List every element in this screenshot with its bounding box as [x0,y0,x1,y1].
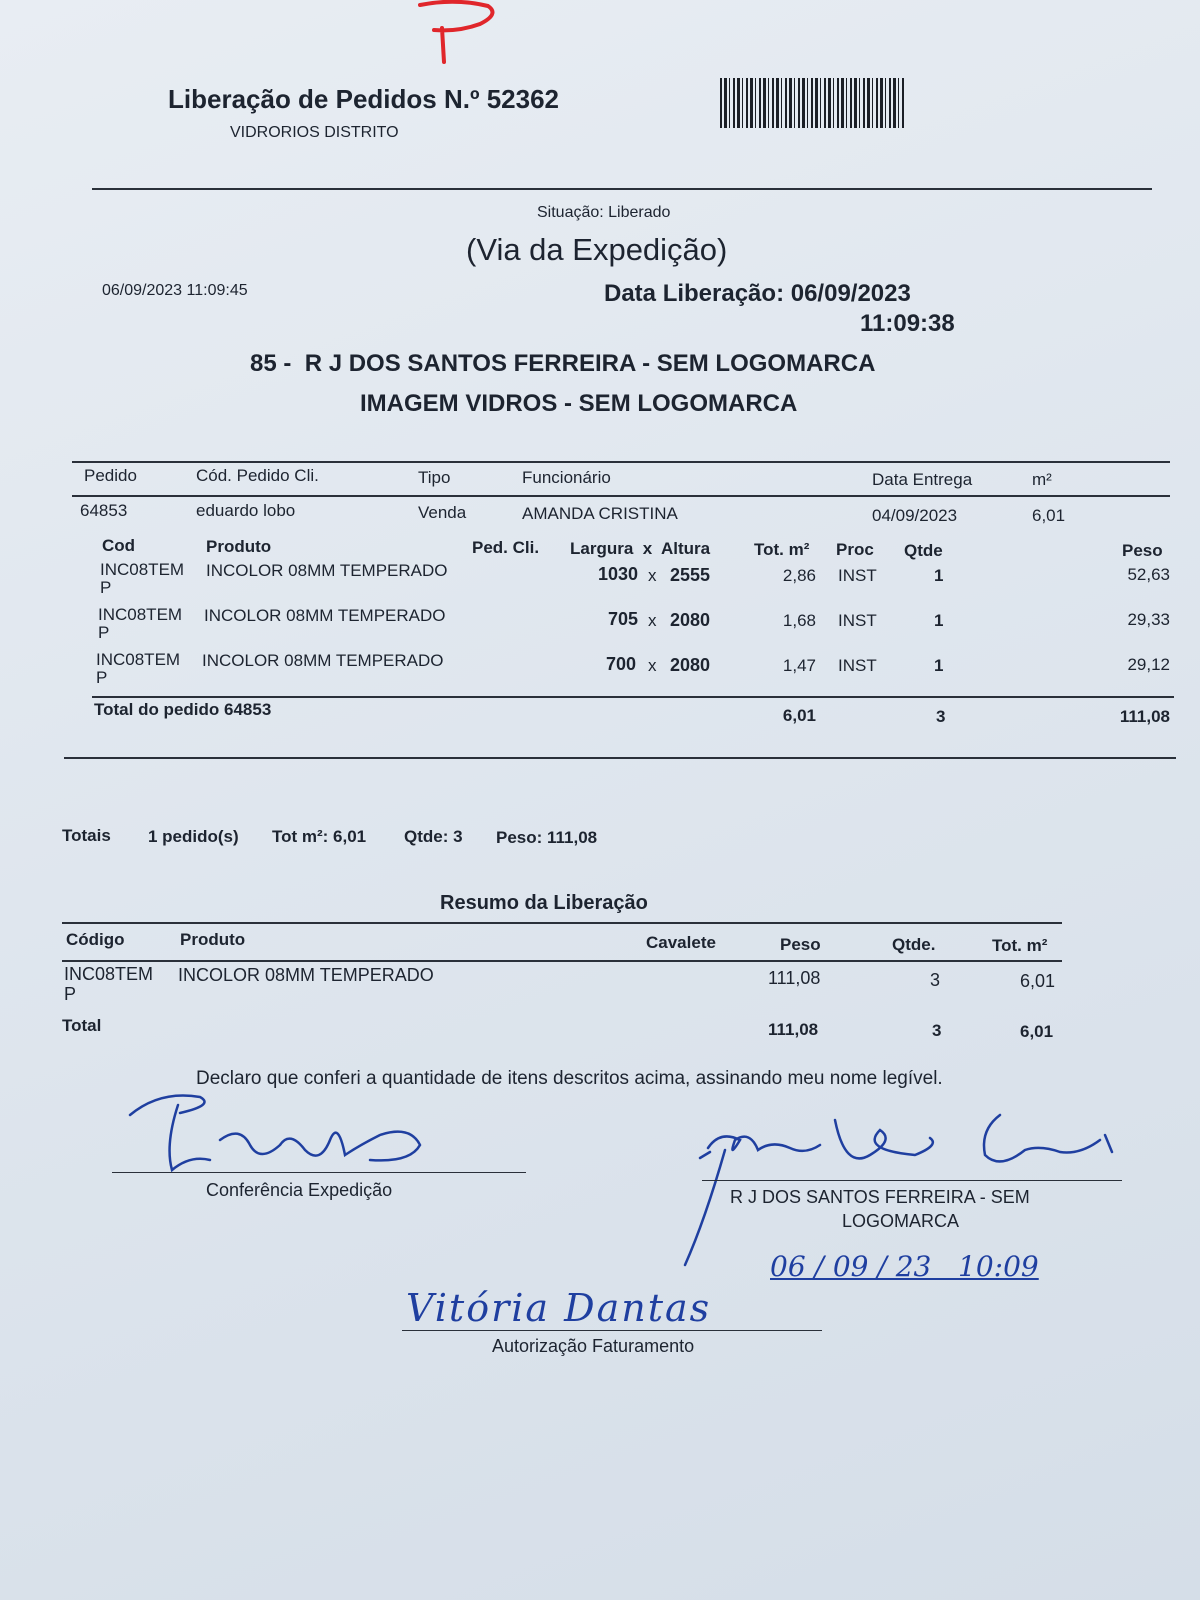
summary-title: Resumo da Liberação [440,892,648,914]
via-label: (Via da Expedição) [466,232,728,267]
item-peso: 29,12 [1127,655,1170,674]
order-m2: 6,01 [1032,506,1066,525]
delivery-date: 04/09/2023 [872,506,958,525]
items-col-proc: Proc [836,540,874,559]
col-pedido: Pedido [84,466,137,485]
order-total-qtde: 3 [936,707,946,726]
item-altura: 2080 [670,655,711,675]
client-trade-name: IMAGEM VIDROS - SEM LOGOMARCA [360,390,798,417]
item-largura: 705 [607,609,638,629]
summary-code: INC08TEM [64,964,154,984]
item-x: x [648,656,657,675]
items-total-rule [92,696,1174,698]
company-name: VIDRORIOS DISTRITO [230,124,399,141]
summary-peso: 111,08 [768,968,821,988]
item-x: x [648,611,657,630]
item-largura: 700 [605,654,636,674]
items-col-peso: Peso [1122,541,1163,560]
item-product: INCOLOR 08MM TEMPERADO [202,651,444,670]
totals-peso: Peso: 111,08 [496,828,598,847]
summary-col-cavalete: Cavalete [646,933,716,952]
item-product: INCOLOR 08MM TEMPERADO [206,561,448,580]
item-code: INC08TEM [98,605,183,624]
document-title: Liberação de Pedidos N.º 52362 [168,84,559,114]
col-cod-pedido-cli: Cód. Pedido Cli. [196,466,319,485]
item-proc: INST [838,566,877,585]
summary-col-produto: Produto [180,930,246,949]
col-tipo: Tipo [418,468,451,487]
summary-top-rule [62,922,1062,924]
totals-pedidos: 1 pedido(s) [148,827,239,846]
summary-header-rule [62,960,1062,962]
conference-signature-line [112,1172,526,1173]
totals-qtde: Qtde: 3 [404,827,463,846]
items-col-tot-m2: Tot. m² [754,540,810,559]
billing-signature: Vitória Dantas [406,1286,712,1330]
item-code: INC08TEM [96,650,181,669]
client-signature-line [702,1180,1122,1181]
summary-col-peso: Peso [780,935,821,954]
items-col-ped-cli: Ped. Cli. [472,538,540,557]
order-total-m2: 6,01 [782,706,816,725]
status-text: Situação: Liberado [537,204,671,221]
item-qtde: 1 [934,611,944,630]
summary-total-peso: 111,08 [768,1020,819,1039]
item-tot-m2: 2,86 [782,566,816,585]
item-proc: INST [838,656,877,675]
item-code-cont: P [100,578,112,597]
release-time: 11:09:38 [860,310,955,337]
order-total-label: Total do pedido 64853 [94,700,272,719]
order-total-peso: 111,08 [1119,707,1170,726]
header-divider [92,188,1152,190]
order-number: 64853 [80,501,128,520]
totals-m2: Tot m²: 6,01 [272,827,367,846]
client-signature [680,1100,1140,1270]
summary-col-codigo: Código [66,930,125,949]
barcode [720,78,906,128]
declaration-text: Declaro que conferi a quantidade de itens descritos acima, assinando meu nome legível. [196,1068,943,1089]
totals-label: Totais [62,826,111,845]
billing-label: Autorização Faturamento [492,1336,695,1356]
item-qtde: 1 [934,656,944,675]
items-col-produto: Produto [206,537,272,556]
release-date: Data Liberação: 06/09/2023 [604,280,911,307]
client-name: 85 - R J DOS SANTOS FERREIRA - SEM LOGOMARCA [250,350,876,377]
summary-col-qtde: Qtde. [892,935,936,954]
item-tot-m2: 1,68 [782,611,816,630]
item-proc: INST [838,611,877,630]
item-altura: 2555 [670,565,711,585]
item-peso: 29,33 [1127,610,1170,629]
item-tot-m2: 1,47 [782,656,816,675]
summary-total-label: Total [62,1016,102,1035]
section-divider [64,757,1176,759]
client-order-code: eduardo lobo [196,501,296,520]
conference-signature [120,1085,440,1175]
client-signature-name: R J DOS SANTOS FERREIRA - SEM [730,1187,1030,1207]
item-peso: 52,63 [1127,565,1170,584]
summary-total-qtde: 3 [932,1021,942,1040]
summary-qtde: 3 [930,970,941,990]
items-col-qtde: Qtde [904,541,943,560]
item-product: INCOLOR 08MM TEMPERADO [204,606,446,625]
item-largura: 1030 [597,564,638,584]
item-x: x [648,566,657,585]
item-code: INC08TEM [100,560,185,579]
col-m2: m² [1032,470,1052,489]
col-funcionario: Funcionário [522,468,611,487]
item-code-cont: P [98,623,110,642]
summary-code-cont: P [64,984,77,1004]
conference-label: Conferência Expedição [206,1180,393,1200]
summary-col-tot-m2: Tot. m² [992,936,1048,955]
order-header-rule [72,495,1170,497]
item-altura: 2080 [670,610,711,630]
employee-name: AMANDA CRISTINA [522,504,678,523]
order-type: Venda [418,503,467,522]
items-col-dimensions: Largura x Altura [570,539,711,558]
order-top-rule [72,461,1170,463]
summary-product: INCOLOR 08MM TEMPERADO [178,965,434,985]
client-signature-name-cont: LOGOMARCA [842,1211,960,1231]
summary-tot-m2: 6,01 [1020,971,1056,991]
summary-total-m2: 6,01 [1020,1022,1054,1041]
billing-signature-line [402,1330,822,1331]
printed-timestamp: 06/09/2023 11:09:45 [102,282,248,299]
items-col-cod: Cod [102,536,136,555]
col-data-entrega: Data Entrega [872,470,973,489]
item-code-cont: P [96,668,108,687]
item-qtde: 1 [934,566,944,585]
handwritten-p-mark [400,0,510,80]
handwritten-date: 06 / 09 / 23 10:09 [770,1250,1039,1283]
